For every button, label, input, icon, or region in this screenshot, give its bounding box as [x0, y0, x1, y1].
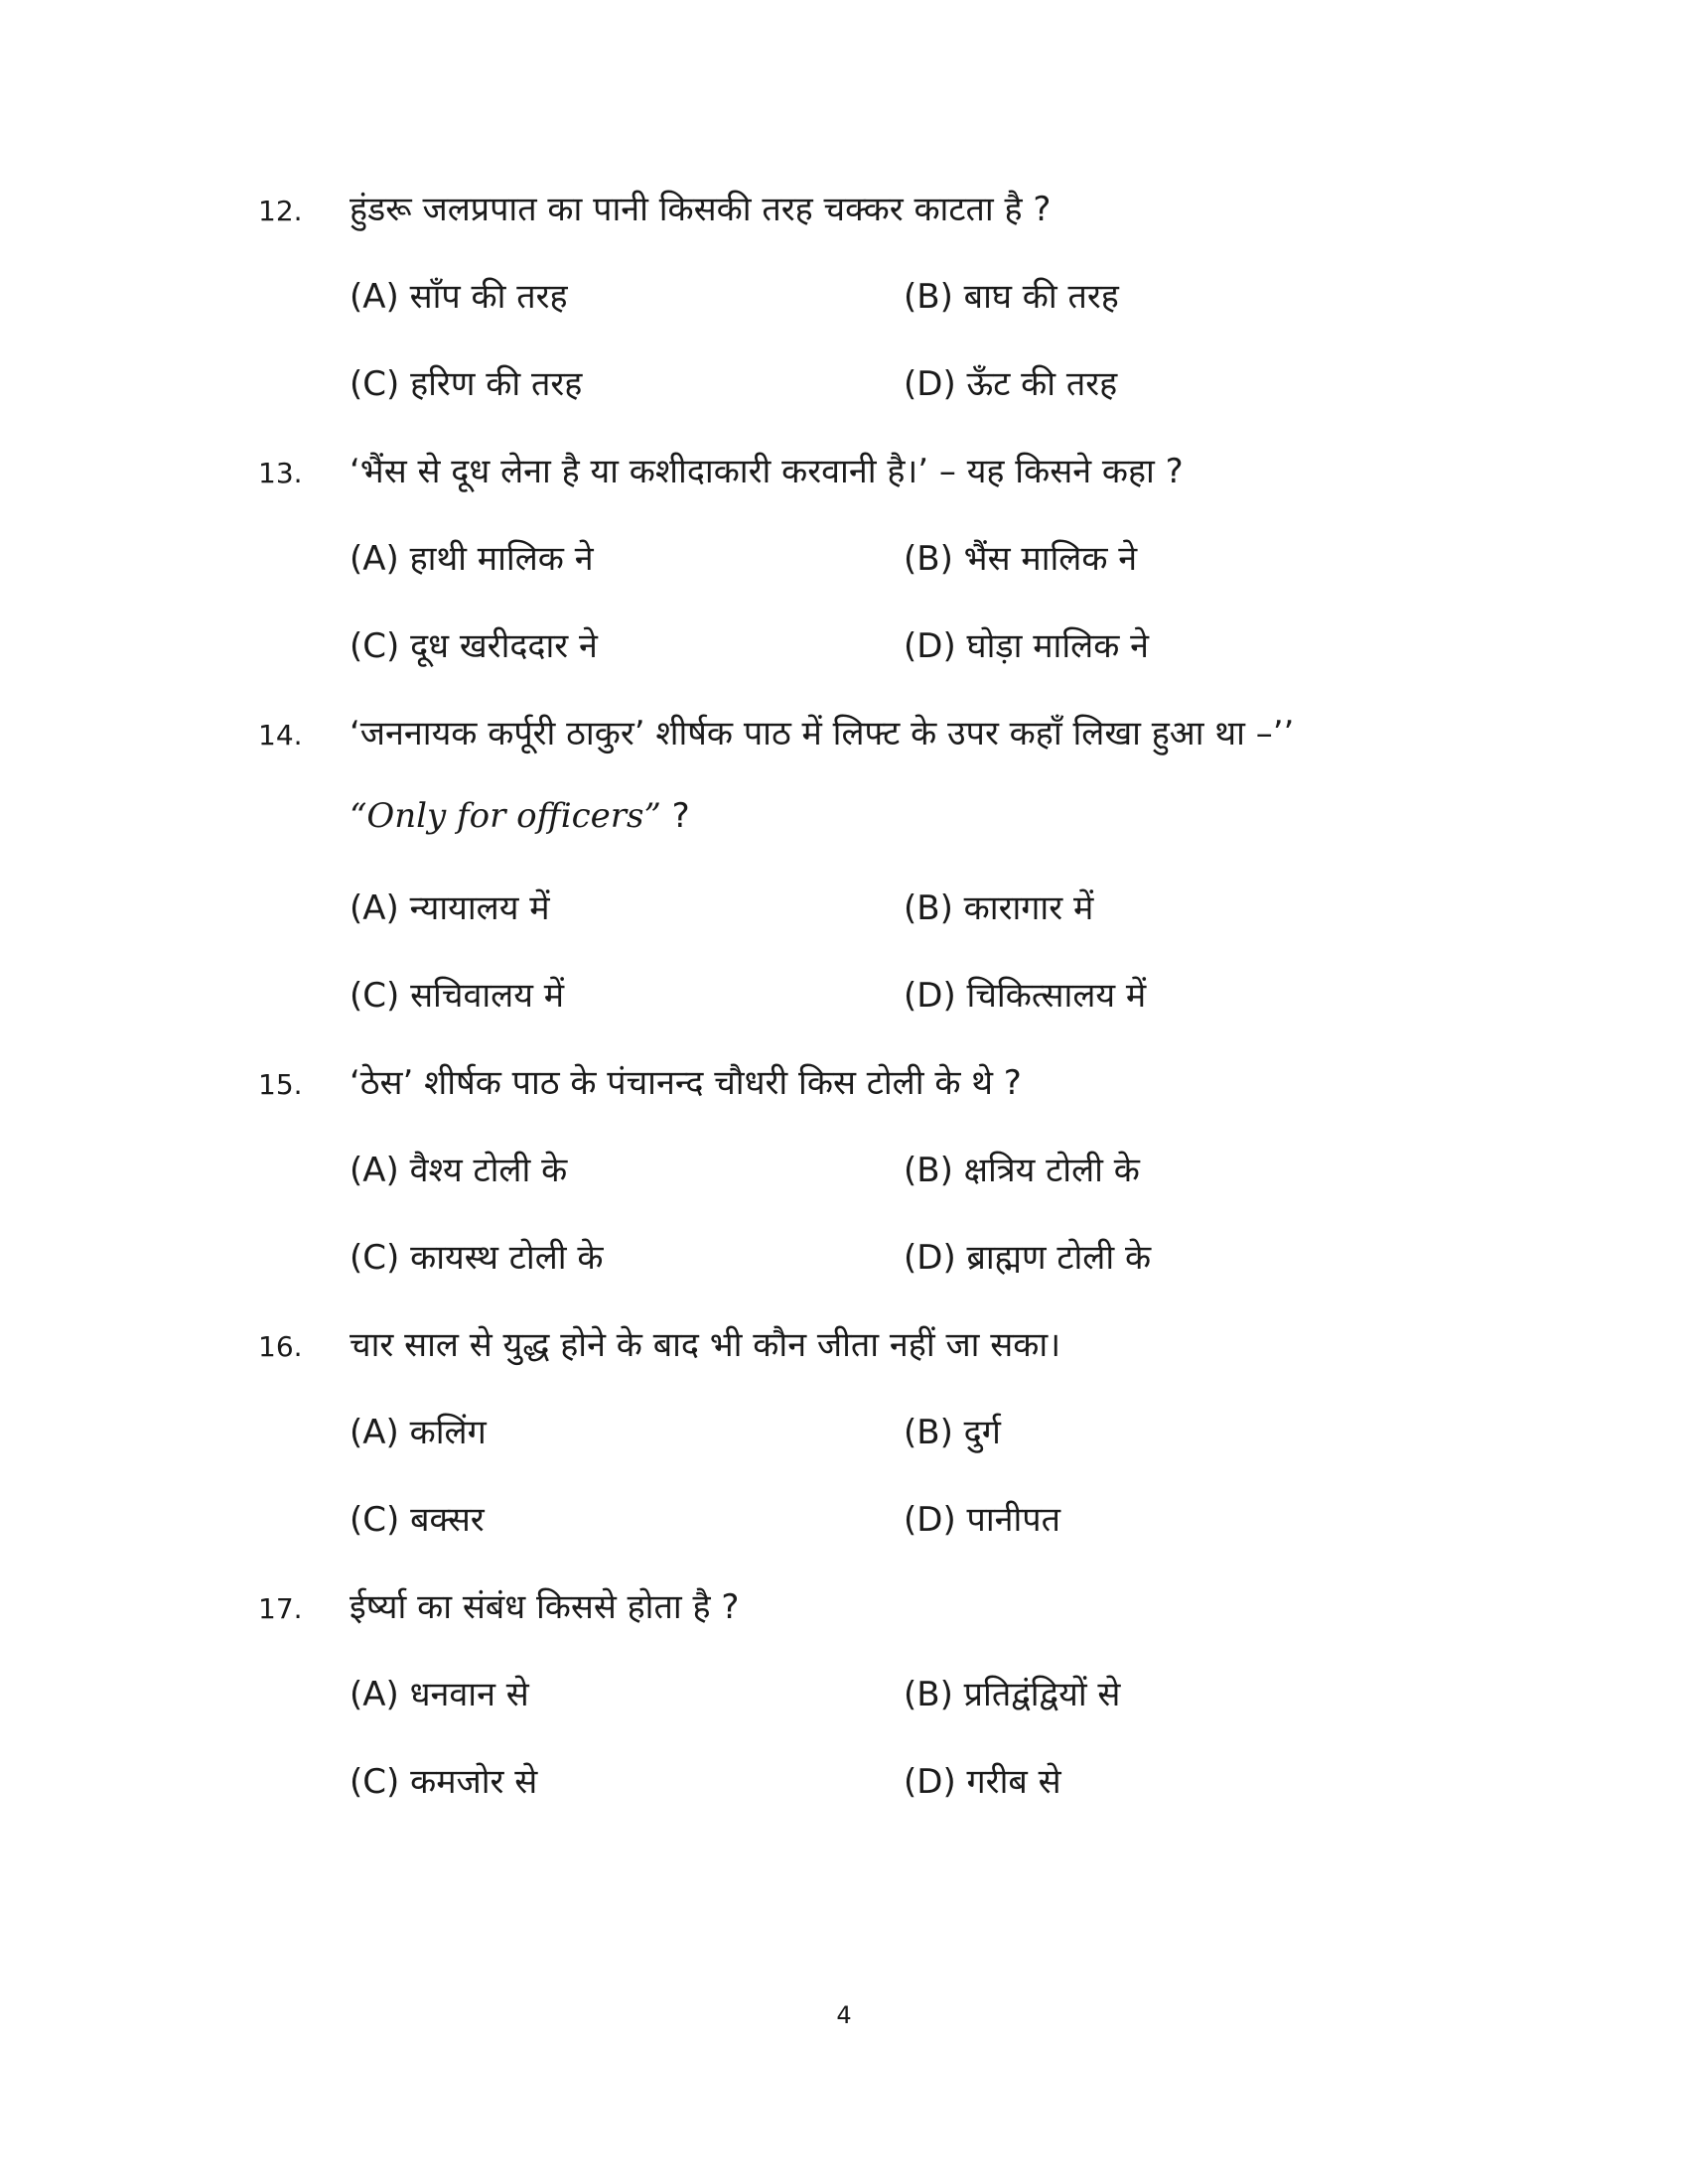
question-13 — [0, 447, 1688, 665]
option-b: (B) कारागार में — [904, 888, 1094, 928]
option-c: (C) बक्सर — [350, 1500, 485, 1540]
question-text-line2 — [350, 796, 690, 836]
question-mark: ? — [660, 796, 690, 836]
english-quote: “Only for officers” — [350, 796, 661, 836]
option-b: (B) प्रतिद्वंद्वियों से — [904, 1675, 1121, 1714]
option-c: (C) सचिवालय में — [350, 976, 565, 1016]
question-text: ‘जननायक कर्पूरी ठाकुर’ शीर्षक पाठ में लिफ्ट के उपर कहाँ लिखा हुआ था –’’ — [350, 714, 1295, 753]
option-a: (A) हाथी मालिक ने — [350, 539, 594, 579]
option-c: (C) दूध खरीददार ने — [350, 626, 598, 666]
option-a: (A) न्यायालय में — [350, 888, 550, 928]
option-c: (C) कमजोर से — [350, 1762, 538, 1802]
question-text: ईर्ष्या का संबंध किससे होता है ? — [350, 1587, 740, 1627]
option-a: (A) कलिंग — [350, 1413, 487, 1452]
question-number: 17. — [258, 1592, 303, 1625]
option-b: (B) क्षत्रिय टोली के — [904, 1151, 1140, 1190]
page-number: 4 — [836, 2001, 852, 2029]
question-12 — [0, 185, 1688, 403]
question-number: 12. — [258, 195, 303, 227]
question-text: ‘भैंस से दूध लेना है या कशीदाकारी करवानी है।’ – यह किसने कहा ? — [350, 452, 1184, 491]
option-a: (A) धनवान से — [350, 1675, 529, 1714]
question-number: 16. — [258, 1330, 303, 1363]
question-text: हुंडरू जलप्रपात का पानी किसकी तरह चक्कर काटता है ? — [350, 190, 1052, 229]
question-14 — [0, 709, 1688, 1015]
option-a: (A) वैश्य टोली के — [350, 1151, 568, 1190]
option-d: (D) पानीपत — [904, 1500, 1061, 1540]
question-text: चार साल से युद्ध होने के बाद भी कौन जीता नहीं जा सका। — [350, 1325, 1061, 1365]
question-16 — [0, 1320, 1688, 1539]
question-number: 13. — [258, 457, 303, 489]
option-a: (A) साँप की तरह — [350, 277, 568, 317]
question-number: 14. — [258, 719, 303, 751]
option-d: (D) गरीब से — [904, 1762, 1061, 1802]
option-b: (B) दुर्ग — [904, 1413, 1001, 1452]
question-17 — [0, 1582, 1688, 1801]
option-c: (C) कायस्थ टोली के — [350, 1238, 604, 1278]
option-b: (B) बाघ की तरह — [904, 277, 1119, 317]
option-b: (B) भैंस मालिक ने — [904, 539, 1138, 579]
option-d: (D) घोड़ा मालिक ने — [904, 626, 1150, 666]
option-c: (C) हरिण की तरह — [350, 364, 583, 404]
question-15 — [0, 1058, 1688, 1277]
option-d: (D) ब्राह्मण टोली के — [904, 1238, 1152, 1278]
option-d: (D) ऊँट की तरह — [904, 364, 1118, 404]
question-number: 15. — [258, 1068, 303, 1101]
option-d: (D) चिकित्सालय में — [904, 976, 1147, 1016]
question-text: ‘ठेस’ शीर्षक पाठ के पंचानन्द चौधरी किस टोली के थे ? — [350, 1063, 1022, 1103]
